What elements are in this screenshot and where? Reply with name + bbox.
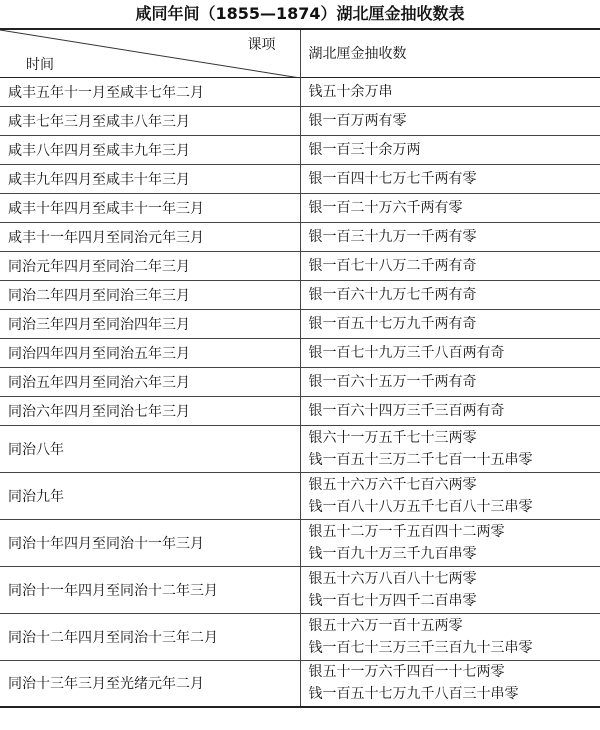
table-row [0,566,600,613]
period-cell: 同治八年 [8,441,64,458]
table-title: 咸同年间（1855—1874）湖北厘金抽收数表 [135,4,465,23]
amount-line: 银五十二万一千五百四十二两零 [308,523,505,540]
table-row [0,106,600,135]
amount-line: 银一百五十七万九千两有奇 [308,315,477,332]
period-cell: 同治五年四月至同治六年三月 [8,374,190,391]
period-cell: 同治十三年三月至光绪元年二月 [8,676,204,693]
amount-line: 银一百四十七万七千两有零 [308,170,477,187]
amount-line: 钱五十余万串 [308,83,393,100]
amount-cell [300,251,600,280]
period-cell: 咸丰十年四月至咸丰十一年三月 [8,200,204,217]
table-body [0,77,600,707]
amount-line: 钱一百七十三万三千三百九十三串零 [308,639,533,656]
amount-line: 银五十六万六千七百六两零 [308,476,477,493]
amount-line: 银五十六万八百八十七两零 [308,570,477,587]
amount-cell [300,135,600,164]
amount-line: 钱一百五十七万九千八百三十串零 [308,686,519,703]
amount-cell [300,164,600,193]
amount-line: 钱一百九十万三千九百串零 [308,545,477,562]
amount-line: 银一百三十九万一千两有零 [308,228,477,245]
amount-line: 钱一百七十万四千二百串零 [308,592,477,609]
amount-cell [300,396,600,425]
lijin-table [0,28,600,708]
period-cell: 同治六年四月至同治七年三月 [8,403,190,420]
amount-line: 钱一百八十八万五千七百八十三串零 [308,498,533,515]
table-row [0,425,600,472]
period-cell: 同治十二年四月至同治十三年二月 [8,629,218,646]
period-cell: 同治元年四月至同治二年三月 [8,258,190,275]
period-cell: 咸丰十一年四月至同治元年三月 [8,229,204,246]
header-amount-label: 湖北厘金抽收数 [300,29,600,77]
amount-line: 银六十一万五千七十三两零 [308,429,477,446]
table-row [0,367,600,396]
amount-cell [300,280,600,309]
amount-line: 银一百七十九万三千八百两有奇 [308,344,505,361]
table-row [0,222,600,251]
amount-line: 银五十六万一百十五两零 [308,617,463,634]
table-row [0,164,600,193]
table-row [0,193,600,222]
table-row [0,251,600,280]
table-row [0,77,600,106]
amount-cell [300,309,600,338]
table-row [0,519,600,566]
table-row [0,472,600,519]
period-cell: 咸丰八年四月至咸丰九年三月 [8,142,190,159]
header-time-label: 时间 [26,56,54,73]
amount-cell [300,472,600,519]
amount-line: 银一百万两有零 [308,112,407,129]
period-cell: 同治九年 [8,488,64,505]
amount-cell [300,613,600,660]
header-item-label: 课项 [247,37,276,53]
period-cell: 咸丰七年三月至咸丰八年三月 [8,113,190,130]
period-cell: 同治二年四月至同治三年三月 [8,287,190,304]
period-cell: 同治十年四月至同治十一年三月 [8,535,204,552]
header-row [0,29,600,77]
table-row [0,280,600,309]
amount-line: 银一百六十五万一千两有奇 [308,373,477,390]
amount-cell [300,367,600,396]
table-row [0,660,600,707]
amount-line: 银一百六十四万三千三百两有奇 [308,402,505,419]
amount-line: 银五十一万六千四百一十七两零 [308,664,505,681]
table-row [0,135,600,164]
amount-cell [300,77,600,106]
amount-line: 银一百七十八万二千两有奇 [308,257,477,274]
period-cell: 同治四年四月至同治五年三月 [8,345,190,362]
amount-cell [300,425,600,472]
period-cell: 同治三年四月至同治四年三月 [8,316,190,333]
amount-cell [300,106,600,135]
amount-cell [300,566,600,613]
period-cell: 咸丰五年十一月至咸丰七年二月 [8,84,204,101]
amount-cell [300,519,600,566]
diagonal-header-cell [0,29,300,77]
amount-cell [300,660,600,707]
amount-cell [300,193,600,222]
table-row [0,613,600,660]
table-row [0,396,600,425]
amount-line: 银一百六十九万七千两有奇 [308,286,477,303]
amount-line: 银一百二十万六千两有零 [308,199,463,216]
amount-line: 银一百三十余万两 [308,141,421,158]
period-cell: 咸丰九年四月至咸丰十年三月 [8,171,190,188]
period-cell: 同治十一年四月至同治十二年三月 [8,582,218,599]
table-row [0,338,600,367]
amount-cell [300,222,600,251]
amount-line: 钱一百五十三万二千七百一十五串零 [308,451,533,468]
amount-cell [300,338,600,367]
table-row [0,309,600,338]
